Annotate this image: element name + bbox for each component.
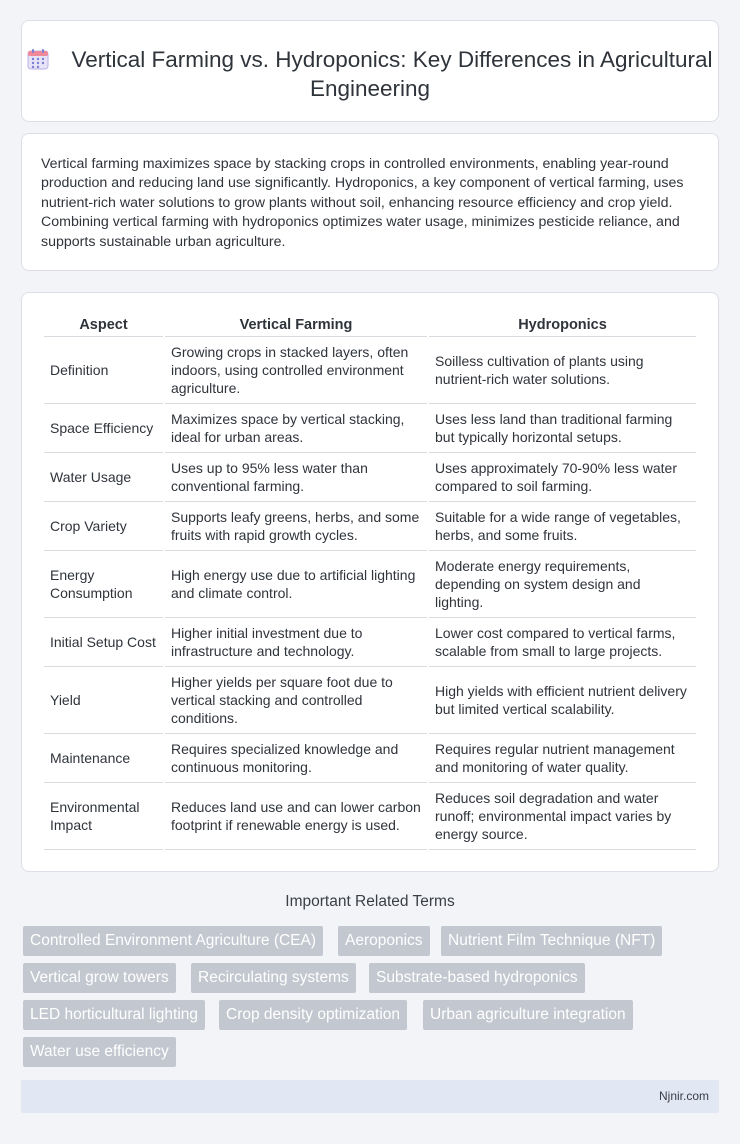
aspect-cell: Environmental Impact: [44, 783, 163, 850]
header-vertical-farming: Vertical Farming: [165, 315, 427, 337]
table-row: [44, 618, 696, 667]
related-terms-title: Important Related Terms: [285, 893, 455, 910]
vertical-farming-cell: Uses up to 95% less water than conventional farming.: [165, 453, 427, 502]
table-row: [44, 551, 696, 618]
vertical-farming-cell: Growing crops in stacked layers, often indoors, using controlled environment agriculture.: [165, 337, 427, 404]
hydroponics-cell: Lower cost compared to vertical farms, scalable from small to large projects.: [429, 618, 696, 667]
term-tag[interactable]: Aeroponics: [338, 926, 430, 956]
table-row: [44, 404, 696, 453]
aspect-cell: Yield: [44, 667, 163, 734]
aspect-cell: Water Usage: [44, 453, 163, 502]
footer: [21, 1080, 719, 1113]
intro-paragraph: Vertical farming maximizes space by stacking crops in controlled environments, enabling year-round production and reducing land use significantly. Hydroponics, a key component of vertical farming, uses nutrient-rich water solutions to grow plants without soil, enhancing resource efficiency and crop yield. Combining vertical farming with hydroponics optimizes water usage, minimizes pesticide reliance, and supports sustainable urban agriculture.: [41, 156, 684, 250]
aspect-cell: Initial Setup Cost: [44, 618, 163, 667]
aspect-cell: Energy Consumption: [44, 551, 163, 618]
page-title: Vertical Farming vs. Hydroponics: Key Differences in Agricultural Engineering: [71, 47, 713, 101]
term-tag[interactable]: LED horticultural lighting: [23, 1000, 205, 1030]
header-hydroponics: Hydroponics: [429, 315, 696, 337]
hydroponics-cell: Reduces soil degradation and water runoff; environmental impact varies by energy source.: [429, 783, 696, 850]
header-aspect: Aspect: [44, 315, 163, 337]
hydroponics-cell: Requires regular nutrient management and monitoring of water quality.: [429, 734, 696, 783]
page-title-block: [22, 45, 718, 103]
footer-site[interactable]: Njnir.com: [658, 1089, 709, 1103]
term-tag[interactable]: Crop density optimization: [219, 1000, 407, 1030]
aspect-cell: Maintenance: [44, 734, 163, 783]
hydroponics-cell: Moderate energy requirements, depending on system design and lighting.: [429, 551, 696, 618]
term-tag[interactable]: Vertical grow towers: [23, 963, 176, 993]
term-tag[interactable]: Nutrient Film Technique (NFT): [441, 926, 662, 956]
vertical-farming-cell: Higher initial investment due to infrastructure and technology.: [165, 618, 427, 667]
intro-card: [21, 133, 719, 271]
hydroponics-cell: High yields with efficient nutrient delivery but limited vertical scalability.: [429, 667, 696, 734]
vertical-farming-cell: Higher yields per square foot due to vertical stacking and controlled conditions.: [165, 667, 427, 734]
aspect-cell: Space Efficiency: [44, 404, 163, 453]
table-row: [44, 667, 696, 734]
hydroponics-cell: Soilless cultivation of plants using nutrient-rich water solutions.: [429, 337, 696, 404]
table-row: [44, 337, 696, 404]
term-tag[interactable]: Substrate-based hydroponics: [369, 963, 585, 993]
comparison-card: [21, 292, 719, 872]
term-tag[interactable]: Urban agriculture integration: [423, 1000, 633, 1030]
vertical-farming-cell: Maximizes space by vertical stacking, ideal for urban areas.: [165, 404, 427, 453]
table-header-row: [44, 315, 696, 337]
table-row: [44, 734, 696, 783]
aspect-cell: Crop Variety: [44, 502, 163, 551]
hydroponics-cell: Uses approximately 70-90% less water compared to soil farming.: [429, 453, 696, 502]
table-row: [44, 502, 696, 551]
vertical-farming-cell: Requires specialized knowledge and continuous monitoring.: [165, 734, 427, 783]
title-card: [21, 20, 719, 122]
term-tag[interactable]: Water use efficiency: [23, 1037, 176, 1067]
vertical-farming-cell: Reduces land use and can lower carbon footprint if renewable energy is used.: [165, 783, 427, 850]
comparison-table: [42, 315, 698, 850]
vertical-farming-cell: High energy use due to artificial lighting and climate control.: [165, 551, 427, 618]
vertical-farming-cell: Supports leafy greens, herbs, and some fruits with rapid growth cycles.: [165, 502, 427, 551]
hydroponics-cell: Suitable for a wide range of vegetables, herbs, and some fruits.: [429, 502, 696, 551]
table-row: [44, 453, 696, 502]
hydroponics-cell: Uses less land than traditional farming but typically horizontal setups.: [429, 404, 696, 453]
calendar-icon: [27, 48, 49, 70]
table-row: [44, 783, 696, 850]
aspect-cell: Definition: [44, 337, 163, 404]
term-tag[interactable]: Recirculating systems: [191, 963, 356, 993]
term-tag[interactable]: Controlled Environment Agriculture (CEA): [23, 926, 323, 956]
